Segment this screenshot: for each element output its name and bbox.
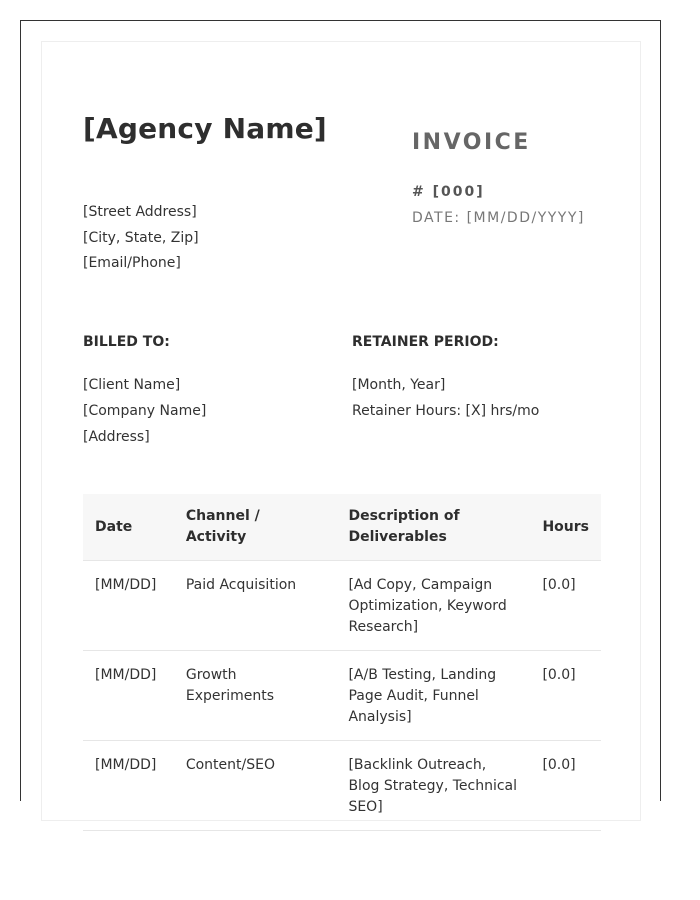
invoice-title: INVOICE [412, 130, 531, 155]
table-row [83, 741, 601, 831]
invoice-number: # [000] [412, 184, 485, 200]
table-header-row [83, 494, 601, 561]
row-date: [MM/DD] [83, 741, 174, 831]
row-date: [MM/DD] [83, 651, 174, 741]
table-row [83, 561, 601, 651]
retainer-period-block [352, 372, 539, 424]
header-description: Description of Deliverables [336, 494, 530, 561]
client-address: [Address] [83, 429, 150, 445]
header-channel: Channel / Activity [174, 494, 337, 561]
document-frame [20, 20, 661, 815]
agency-city: [City, State, Zip] [83, 229, 199, 246]
agency-contact: [Email/Phone] [83, 255, 181, 271]
deliverables-table [83, 494, 601, 831]
header-date: Date [83, 494, 174, 561]
billed-to-block [83, 372, 206, 450]
client-name: [Client Name] [83, 377, 181, 393]
table-row [83, 651, 601, 741]
row-hours: [0.0] [530, 651, 601, 741]
agency-street: [Street Address] [83, 204, 197, 220]
row-channel: Growth Experiments [174, 651, 337, 741]
row-channel: Content/SEO [174, 741, 337, 831]
agency-name: [Agency Name] [83, 112, 327, 145]
row-channel: Paid Acquisition [174, 561, 337, 651]
company-name: [Company Name] [83, 403, 207, 419]
invoice-sheet [41, 41, 641, 821]
row-description: [A/B Testing, Landing Page Audit, Funnel Analysis] [336, 651, 530, 741]
row-date: [MM/DD] [83, 561, 174, 651]
agency-address [83, 200, 199, 277]
retainer-hours: Retainer Hours: [X] hrs/mo [352, 403, 540, 419]
row-hours: [0.0] [530, 561, 601, 651]
row-description: [Backlink Outreach, Blog Strategy, Technical SEO] [336, 741, 530, 831]
retainer-period-label: RETAINER PERIOD: [352, 334, 499, 350]
invoice-date: DATE: [MM/DD/YYYY] [412, 210, 585, 226]
retainer-month: [Month, Year] [352, 377, 446, 393]
row-hours: [0.0] [530, 741, 601, 831]
header-hours: Hours [530, 494, 601, 561]
billed-to-label: BILLED TO: [83, 334, 170, 350]
row-description: [Ad Copy, Campaign Optimization, Keyword Research] [336, 561, 530, 651]
